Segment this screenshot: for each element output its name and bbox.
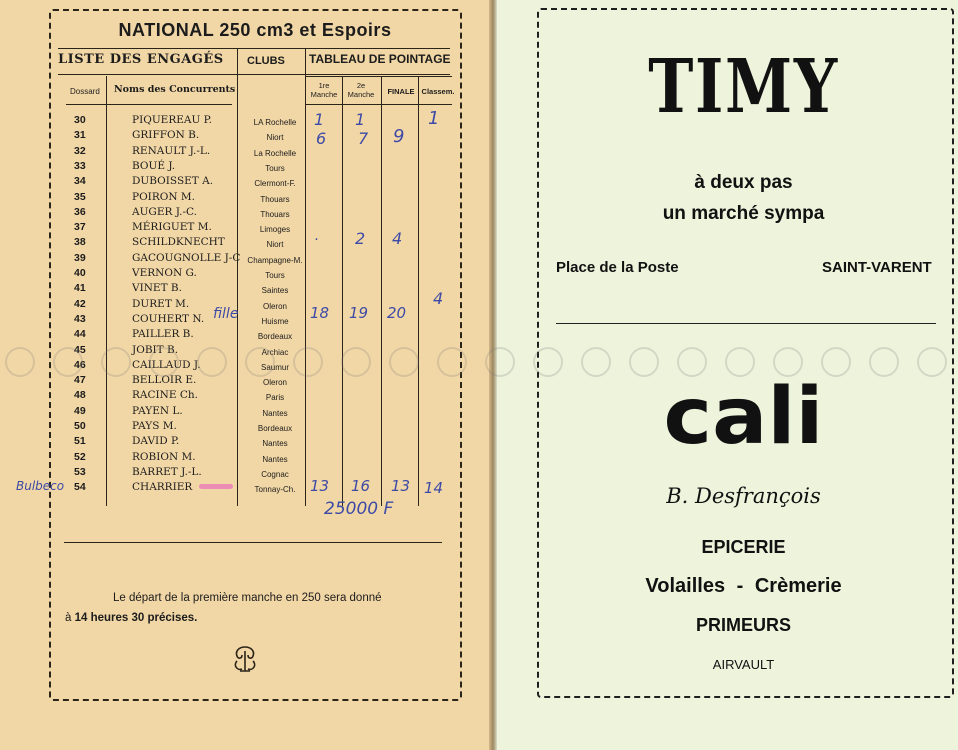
table-row xyxy=(60,282,440,297)
rider-name: SCHILDKNECHT xyxy=(132,236,225,249)
handwritten-mark: 7 xyxy=(358,129,369,148)
rider-name: VERNON G. xyxy=(132,267,197,279)
rider-club: Thouars xyxy=(260,194,290,204)
column-dossard: Dossard xyxy=(70,87,100,96)
rider-number: 35 xyxy=(74,190,86,203)
table-row xyxy=(60,129,440,144)
footer-text: Le départ de la première manche en 250 sera donné xyxy=(113,592,382,604)
column-manche-1: 1re Manche xyxy=(310,81,338,99)
shop-line-1: EPICERIE xyxy=(701,537,786,557)
rider-name: BARRET J.-L. xyxy=(132,465,202,478)
rider-name: RACINE Ch. xyxy=(132,389,198,402)
column-manche-2: 2e Manche xyxy=(347,81,375,99)
city: AIRVAULT xyxy=(712,657,775,672)
table-line xyxy=(58,48,450,49)
rider-name: CAILLAUD J. xyxy=(132,358,201,371)
footer-rule xyxy=(64,542,442,543)
rider-name: GACOUGNOLLE J-C xyxy=(132,251,241,264)
rider-club: La Rochelle xyxy=(253,148,297,158)
table-row xyxy=(60,114,440,129)
rider-number: 34 xyxy=(74,175,86,188)
handwritten-mark: 20 xyxy=(387,304,407,322)
handwritten-mark: 9 xyxy=(393,126,405,147)
handwritten-mark: 6 xyxy=(316,129,327,148)
rider-name: COUHERT N. xyxy=(132,312,205,325)
rider-club: Tonnay-Ch. xyxy=(254,485,296,495)
rider-number: 44 xyxy=(74,328,86,341)
table-row xyxy=(60,145,440,160)
column-finale: FINALE xyxy=(387,87,415,96)
footer-time: 14 heures 30 précises. xyxy=(74,612,198,624)
header-tableau: TABLEAU DE POINTAGE xyxy=(309,52,451,66)
column-noms: Noms des Concurrents xyxy=(114,84,236,95)
rider-club: Oleron xyxy=(262,378,287,388)
rider-number: 41 xyxy=(74,282,86,295)
rider-name: MÉRIGUET M. xyxy=(132,221,212,234)
shop-line-2: Volailles - Crèmerie xyxy=(645,575,842,597)
highlighter-mark xyxy=(199,484,233,489)
rider-club: Oleron xyxy=(262,301,287,311)
rider-name: VINET B. xyxy=(132,282,182,295)
rider-number: 47 xyxy=(74,374,86,387)
rider-number: 39 xyxy=(74,251,86,264)
handwritten-mark: · xyxy=(314,232,319,248)
rider-name: PAYS M. xyxy=(132,420,177,432)
rider-club: Champagne-M. xyxy=(247,255,303,265)
rider-club: LA Rochelle xyxy=(253,118,297,127)
rider-club: Bordeaux xyxy=(257,424,293,433)
rider-club: Niort xyxy=(266,133,284,143)
owner-name: B. Desfrançois xyxy=(666,484,821,508)
table-row xyxy=(60,206,440,221)
footer-text-2 xyxy=(65,612,197,624)
rider-number: 43 xyxy=(74,312,86,325)
table-row xyxy=(60,374,440,389)
handwritten-mark: 1 xyxy=(355,110,366,129)
table-row xyxy=(60,298,440,313)
rider-name: JOBIT B. xyxy=(132,343,179,356)
handwritten-mark: 4 xyxy=(433,289,444,308)
handwritten-mark: 2 xyxy=(355,229,366,248)
table-row xyxy=(60,420,440,435)
handwritten-mark: 14 xyxy=(424,479,444,497)
table-line xyxy=(66,104,232,105)
address: Place de la Poste xyxy=(556,259,679,276)
rider-number: 49 xyxy=(74,404,86,417)
handwritten-mark: 13 xyxy=(391,477,411,495)
rider-number: 30 xyxy=(74,114,86,126)
rider-number: 38 xyxy=(74,236,86,249)
table-row xyxy=(60,466,440,481)
table-row xyxy=(60,328,440,343)
handwritten-mark: 4 xyxy=(392,229,403,248)
rider-number: 45 xyxy=(74,343,86,356)
rider-name: GRIFFON B. xyxy=(132,129,200,142)
table-row xyxy=(60,252,440,267)
table-row xyxy=(60,221,440,236)
rider-club: Limoges xyxy=(259,225,291,235)
brand-timy: TIMY xyxy=(648,44,839,130)
brand-cali: cali xyxy=(663,372,824,462)
handwritten-mark: 19 xyxy=(349,304,369,322)
rider-number: 37 xyxy=(74,221,86,234)
rider-number: 54 xyxy=(74,481,86,494)
table-row xyxy=(60,267,440,282)
rider-name: ROBION M. xyxy=(132,450,196,463)
slogan-line-2: un marché sympa xyxy=(662,203,825,224)
page-fold xyxy=(489,0,497,750)
rider-name: CHARRIER xyxy=(132,481,193,494)
rider-club: Nantes xyxy=(262,454,288,464)
handwritten-mark: 13 xyxy=(310,477,330,495)
rider-name: PIQUEREAU P. xyxy=(132,114,212,126)
rider-club: Tours xyxy=(265,271,285,280)
table-row xyxy=(60,451,440,466)
rider-number: 31 xyxy=(74,129,86,142)
handwritten-prize: 25000 F xyxy=(324,499,394,519)
handwritten-mark: 1 xyxy=(428,108,440,129)
rider-name: DUBOISSET A. xyxy=(132,175,214,188)
rider-name: DAVID P. xyxy=(132,435,180,448)
slogan-line-1: à deux pas xyxy=(694,172,793,193)
table-row xyxy=(60,344,440,359)
rider-club: Nantes xyxy=(262,439,288,449)
rider-club: Archiac xyxy=(261,347,289,357)
table-line xyxy=(306,104,452,105)
rider-number: 42 xyxy=(74,297,86,310)
rider-number: 51 xyxy=(74,435,86,448)
handwritten-mark: fille xyxy=(213,306,239,322)
rider-name: BELLOIR E. xyxy=(132,374,197,387)
rider-club: Nantes xyxy=(262,408,288,418)
table-row xyxy=(60,389,440,404)
page-title: NATIONAL 250 cm3 et Espoirs xyxy=(118,20,392,40)
rider-club: Thouars xyxy=(260,209,290,219)
rider-number: 36 xyxy=(74,205,86,218)
rider-name: PAILLER B. xyxy=(132,328,194,341)
rider-club: Cognac xyxy=(261,469,289,479)
table-row xyxy=(60,359,440,374)
rider-club: Saintes xyxy=(261,286,289,296)
town: SAINT-VARENT xyxy=(822,259,932,276)
rider-number: 32 xyxy=(74,144,86,157)
table-row xyxy=(60,236,440,251)
divider xyxy=(556,323,936,324)
handwritten-mark: 16 xyxy=(351,477,371,495)
rider-number: 53 xyxy=(74,465,86,478)
table-row xyxy=(60,313,440,328)
rider-name: AUGER J.-C. xyxy=(132,205,198,218)
rider-name: POIRON M. xyxy=(132,190,195,203)
rider-club: Clermont-F. xyxy=(254,179,296,189)
header-liste: LISTE DES ENGAGÉS xyxy=(58,52,224,67)
table-line xyxy=(241,74,303,75)
table-line xyxy=(306,76,452,77)
table-row xyxy=(60,481,440,496)
table-row xyxy=(60,160,440,175)
table-row xyxy=(60,405,440,420)
table-row xyxy=(60,191,440,206)
table-row xyxy=(60,435,440,450)
rider-club: Niort xyxy=(266,240,284,250)
rider-name: BOUÉ J. xyxy=(132,159,176,172)
rider-name: PAYEN L. xyxy=(132,404,183,417)
rider-club: Paris xyxy=(265,393,285,403)
rider-club: Bordeaux xyxy=(257,332,293,342)
rider-club: Saumur xyxy=(260,362,289,372)
rider-name: RENAULT J.-L. xyxy=(132,144,211,157)
table-row xyxy=(60,175,440,190)
rider-number: 40 xyxy=(74,267,86,279)
handwritten-mark: Bulbeco xyxy=(16,479,65,493)
ornament-icon xyxy=(229,643,261,675)
rider-name: DURET M. xyxy=(132,297,190,310)
rider-club: Huisme xyxy=(261,316,289,326)
rider-club: Tours xyxy=(265,163,285,173)
handwritten-mark: 18 xyxy=(310,304,330,322)
rider-number: 48 xyxy=(74,389,86,402)
shop-line-3: PRIMEURS xyxy=(695,615,791,635)
rider-number: 33 xyxy=(74,159,86,172)
rider-number: 46 xyxy=(74,358,86,371)
rider-number: 52 xyxy=(74,450,86,463)
footer-prefix: à xyxy=(65,612,75,624)
column-classement: Classem. xyxy=(421,87,455,96)
handwritten-mark: 1 xyxy=(314,110,325,129)
header-clubs: CLUBS xyxy=(247,55,285,67)
rider-number: 50 xyxy=(74,420,86,432)
